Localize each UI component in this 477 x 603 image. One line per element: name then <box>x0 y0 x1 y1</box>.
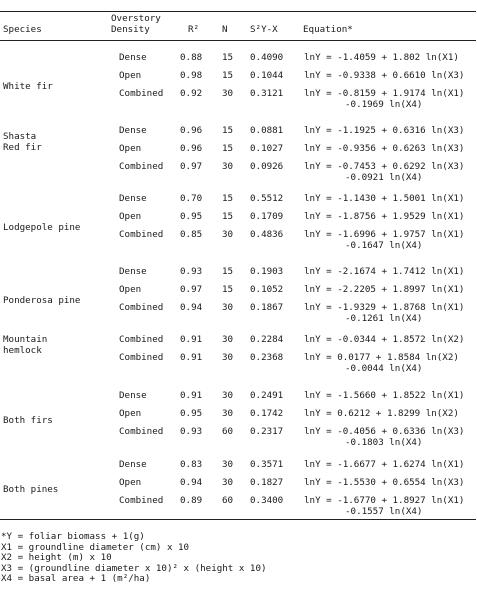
equation-continuation: -0.1969 ln(X4) <box>345 99 423 110</box>
n-cell: 30 <box>222 302 234 313</box>
header-syx: S²Y-X <box>250 24 278 35</box>
footnote-line: X1 = groundline diameter (cm) x 10 <box>1 541 190 553</box>
density-cell: Open <box>119 211 142 222</box>
header-rule <box>0 40 476 41</box>
syx-cell: 0.3400 <box>250 495 284 506</box>
equation-cell: lnY = 0.6212 + 1.8299 ln(X2) <box>304 408 459 419</box>
equation-cell: lnY = -2.2205 + 1.8997 ln(X1) <box>304 284 465 295</box>
density-cell: Combined <box>119 495 164 506</box>
syx-cell: 0.2368 <box>250 352 284 363</box>
header-density-line2: Density <box>111 24 150 35</box>
syx-cell: 0.1052 <box>250 284 284 295</box>
r2-cell: 0.93 <box>180 426 203 437</box>
n-cell: 30 <box>222 161 234 172</box>
r2-cell: 0.89 <box>180 495 203 506</box>
n-cell: 60 <box>222 426 234 437</box>
syx-cell: 0.1709 <box>250 211 284 222</box>
n-cell: 15 <box>222 143 234 154</box>
syx-cell: 0.5512 <box>250 193 284 204</box>
footnote-line: X2 = height (m) x 10 <box>1 552 112 563</box>
n-cell: 15 <box>222 193 234 204</box>
equation-cell: lnY = -1.6996 + 1.9757 ln(X1) <box>304 229 465 240</box>
density-cell: Dense <box>119 125 147 136</box>
r2-cell: 0.96 <box>180 125 203 136</box>
species-name: Both pines <box>3 484 59 495</box>
syx-cell: 0.1742 <box>250 408 284 419</box>
r2-cell: 0.91 <box>180 334 203 345</box>
top-rule <box>0 11 476 12</box>
density-cell: Dense <box>119 193 147 204</box>
density-cell: Combined <box>119 302 164 313</box>
syx-cell: 0.1867 <box>250 302 284 313</box>
density-cell: Open <box>119 284 142 295</box>
syx-cell: 0.3121 <box>250 88 284 99</box>
density-cell: Combined <box>119 426 164 437</box>
bottom-rule <box>0 519 476 520</box>
equation-cell: lnY = -2.1674 + 1.7412 ln(X1) <box>304 266 465 277</box>
density-cell: Dense <box>119 390 147 401</box>
n-cell: 15 <box>222 284 234 295</box>
n-cell: 30 <box>222 477 234 488</box>
syx-cell: 0.2491 <box>250 390 284 401</box>
density-cell: Open <box>119 143 142 154</box>
density-cell: Open <box>119 70 142 81</box>
r2-cell: 0.83 <box>180 459 203 470</box>
n-cell: 30 <box>222 408 234 419</box>
species-name: White fir <box>3 81 53 92</box>
r2-cell: 0.97 <box>180 284 203 295</box>
syx-cell: 0.4836 <box>250 229 284 240</box>
equation-cell: lnY = -1.1925 + 0.6316 ln(X3) <box>304 125 465 136</box>
n-cell: 15 <box>222 52 234 63</box>
header-n: N <box>222 24 228 35</box>
equation-cell: lnY = -1.6677 + 1.6274 ln(X1) <box>304 459 465 470</box>
equation-cell: lnY = -1.5530 + 0.6554 ln(X3) <box>304 477 465 488</box>
header-species: Species <box>3 24 42 35</box>
r2-cell: 0.88 <box>180 52 203 63</box>
species-name: hemlock <box>3 345 42 356</box>
equation-continuation: -0.0921 ln(X4) <box>345 172 423 183</box>
r2-cell: 0.70 <box>180 193 203 204</box>
r2-cell: 0.94 <box>180 477 203 488</box>
equation-cell: lnY = -1.8756 + 1.9529 ln(X1) <box>304 211 465 222</box>
density-cell: Combined <box>119 161 164 172</box>
syx-cell: 0.1044 <box>250 70 284 81</box>
n-cell: 30 <box>222 459 234 470</box>
density-cell: Open <box>119 408 142 419</box>
density-cell: Combined <box>119 229 164 240</box>
equation-cell: lnY = -0.9356 + 0.6263 ln(X3) <box>304 143 465 154</box>
header-density-line1: Overstory <box>111 13 161 24</box>
n-cell: 30 <box>222 334 234 345</box>
density-cell: Dense <box>119 266 147 277</box>
species-name: Both firs <box>3 415 53 426</box>
syx-cell: 0.0926 <box>250 161 284 172</box>
footnote-line: *Y = foliar biomass + 1(g) <box>1 531 145 542</box>
r2-cell: 0.91 <box>180 352 203 363</box>
n-cell: 30 <box>222 229 234 240</box>
equation-cell: lnY = -1.6770 + 1.8927 ln(X1) <box>304 495 465 506</box>
r2-cell: 0.95 <box>180 211 203 222</box>
equation-continuation: -0.1557 ln(X4) <box>345 506 423 517</box>
syx-cell: 0.3571 <box>250 459 284 470</box>
syx-cell: 0.2317 <box>250 426 284 437</box>
species-name: Mountain <box>3 334 48 345</box>
syx-cell: 0.0881 <box>250 125 284 136</box>
equation-cell: lnY = -0.9338 + 0.6610 ln(X3) <box>304 70 465 81</box>
n-cell: 15 <box>222 266 234 277</box>
species-name: Red fir <box>3 142 42 153</box>
syx-cell: 0.1827 <box>250 477 284 488</box>
n-cell: 30 <box>222 390 234 401</box>
species-name: Ponderosa pine <box>3 295 81 306</box>
equation-cell: lnY = 0.0177 + 1.8584 ln(X2) <box>304 352 459 363</box>
syx-cell: 0.4090 <box>250 52 284 63</box>
equation-cell: lnY = -1.1430 + 1.5001 ln(X1) <box>304 193 465 204</box>
density-cell: Dense <box>119 459 147 470</box>
n-cell: 15 <box>222 125 234 136</box>
r2-cell: 0.93 <box>180 266 203 277</box>
density-cell: Combined <box>119 334 164 345</box>
syx-cell: 0.2284 <box>250 334 284 345</box>
equation-continuation: -0.0044 ln(X4) <box>345 363 423 374</box>
species-name: Shasta <box>3 131 37 142</box>
r2-cell: 0.98 <box>180 70 203 81</box>
density-cell: Open <box>119 477 142 488</box>
n-cell: 60 <box>222 495 234 506</box>
footnote-line: X3 = (groundline diameter x 10)² x (height x 10) <box>1 562 267 574</box>
density-cell: Combined <box>119 352 164 363</box>
equation-continuation: -0.1647 ln(X4) <box>345 240 423 251</box>
footnote-line: X4 = basal area + 1 (m²/ha) <box>1 573 151 584</box>
equation-cell: lnY = -1.4059 + 1.802 ln(X1) <box>304 52 459 63</box>
header-equation: Equation* <box>303 24 353 35</box>
r2-cell: 0.91 <box>180 390 203 401</box>
n-cell: 30 <box>222 352 234 363</box>
equation-cell: lnY = -0.0344 + 1.8572 ln(X2) <box>304 334 465 345</box>
syx-cell: 0.1027 <box>250 143 284 154</box>
density-cell: Dense <box>119 52 147 63</box>
equation-cell: lnY = -0.4056 + 0.6336 ln(X3) <box>304 426 465 437</box>
equation-cell: lnY = -1.9329 + 1.8768 ln(X1) <box>304 302 465 313</box>
equation-cell: lnY = -0.7453 + 0.6292 ln(X3) <box>304 161 465 172</box>
r2-cell: 0.97 <box>180 161 203 172</box>
r2-cell: 0.92 <box>180 88 203 99</box>
equation-continuation: -0.1261 ln(X4) <box>345 313 423 324</box>
r2-cell: 0.94 <box>180 302 203 313</box>
n-cell: 15 <box>222 70 234 81</box>
equation-cell: lnY = -0.8159 + 1.9174 ln(X1) <box>304 88 465 99</box>
n-cell: 30 <box>222 88 234 99</box>
equation-cell: lnY = -1.5660 + 1.8522 ln(X1) <box>304 390 465 401</box>
syx-cell: 0.1903 <box>250 266 284 277</box>
r2-cell: 0.96 <box>180 143 203 154</box>
species-name: Lodgepole pine <box>3 222 81 233</box>
r2-cell: 0.85 <box>180 229 203 240</box>
n-cell: 15 <box>222 211 234 222</box>
header-r2: R² <box>188 24 200 35</box>
density-cell: Combined <box>119 88 164 99</box>
equation-continuation: -0.1803 ln(X4) <box>345 437 423 448</box>
r2-cell: 0.95 <box>180 408 203 419</box>
